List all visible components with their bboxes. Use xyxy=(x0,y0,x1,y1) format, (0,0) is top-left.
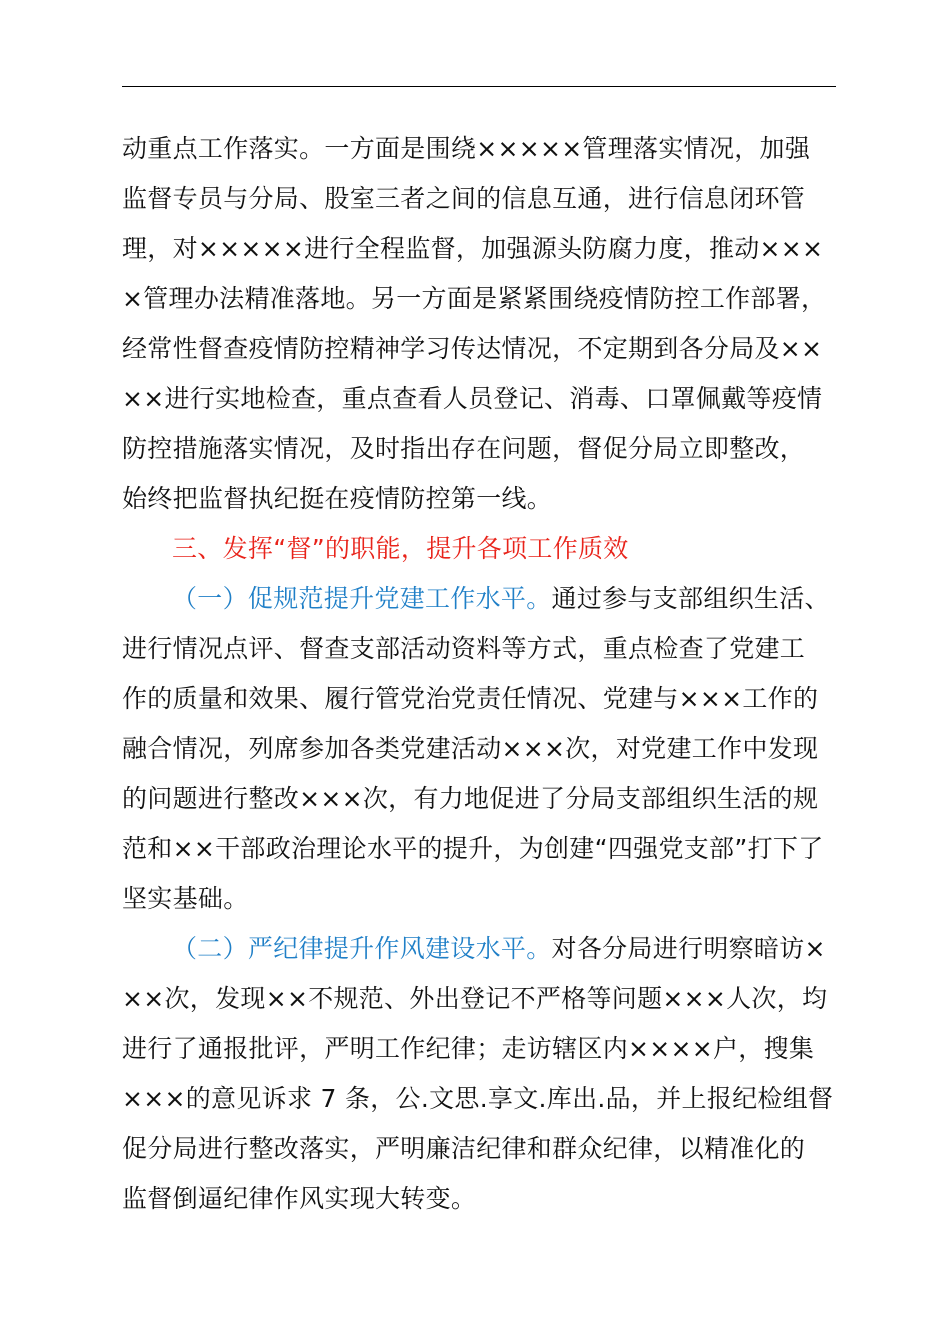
subsection-2 xyxy=(122,924,836,1224)
text-line: 坚实基础。 xyxy=(122,884,249,913)
text-line: 防控措施落实情况，及时指出存在问题，督促分局立即整改， xyxy=(122,434,806,463)
document-body xyxy=(122,124,836,1224)
text-line: 促分局进行整改落实，严明廉洁纪律和群众纪律，以精准化的 xyxy=(122,1134,806,1163)
text-line: 监督专员与分局、股室三者之间的信息互通，进行信息闭环管 xyxy=(122,184,806,213)
text-line: 监督倒逼纪律作风实现大转变。 xyxy=(122,1184,477,1213)
text-line: ××次，发现××不规范、外出登记不严格等问题×××人次，均 xyxy=(122,984,828,1013)
subsection-1 xyxy=(122,574,836,924)
section-heading: 三、发挥“督”的职能，提升各项工作质效 xyxy=(172,534,629,563)
text-span: 通过参与支部组织生活、 xyxy=(551,584,830,613)
text-span: 对各分局进行明察暗访× xyxy=(551,934,826,963)
text-line: 的问题进行整改×××次，有力地促进了分局支部组织生活的规 xyxy=(122,784,819,813)
subsection-heading: （一）促规范提升党建工作水平。 xyxy=(172,584,552,613)
text-line: 经常性督查疫情防控精神学习传达情况，不定期到各分局及×× xyxy=(122,334,823,363)
text-line: 融合情况，列席参加各类党建活动×××次，对党建工作中发现 xyxy=(122,734,819,763)
text-line: 范和××干部政治理论水平的提升，为创建“四强党支部”打下了 xyxy=(122,834,824,863)
text-line: ×管理办法精准落地。另一方面是紧紧围绕疫情防控工作部署， xyxy=(122,284,827,313)
text-line xyxy=(122,574,836,624)
text-line: 始终把监督执纪挺在疫情防控第一线。 xyxy=(122,484,553,513)
text-line: 进行情况点评、督查支部活动资料等方式，重点检查了党建工 xyxy=(122,634,806,663)
header-rule xyxy=(122,86,836,87)
text-line: ××进行实地检查，重点查看人员登记、消毒、口罩佩戴等疫情 xyxy=(122,384,823,413)
text-line: 作的质量和效果、履行管党治党责任情况、党建与×××工作的 xyxy=(122,684,819,713)
text-line: 进行了通报批评，严明工作纪律；走访辖区内××××户，搜集 xyxy=(122,1034,815,1063)
paragraph-1 xyxy=(122,124,836,524)
text-line xyxy=(122,924,836,974)
text-line: 动重点工作落实。一方面是围绕×××××管理落实情况，加强 xyxy=(122,134,811,163)
text-line: ×××的意见诉求 7 条，公.文思.享文.库出.品，并上报纪检组督 xyxy=(122,1084,834,1113)
text-line: 理，对×××××进行全程监督，加强源头防腐力度，推动××× xyxy=(122,234,824,263)
subsection-heading: （二）严纪律提升作风建设水平。 xyxy=(172,934,552,963)
